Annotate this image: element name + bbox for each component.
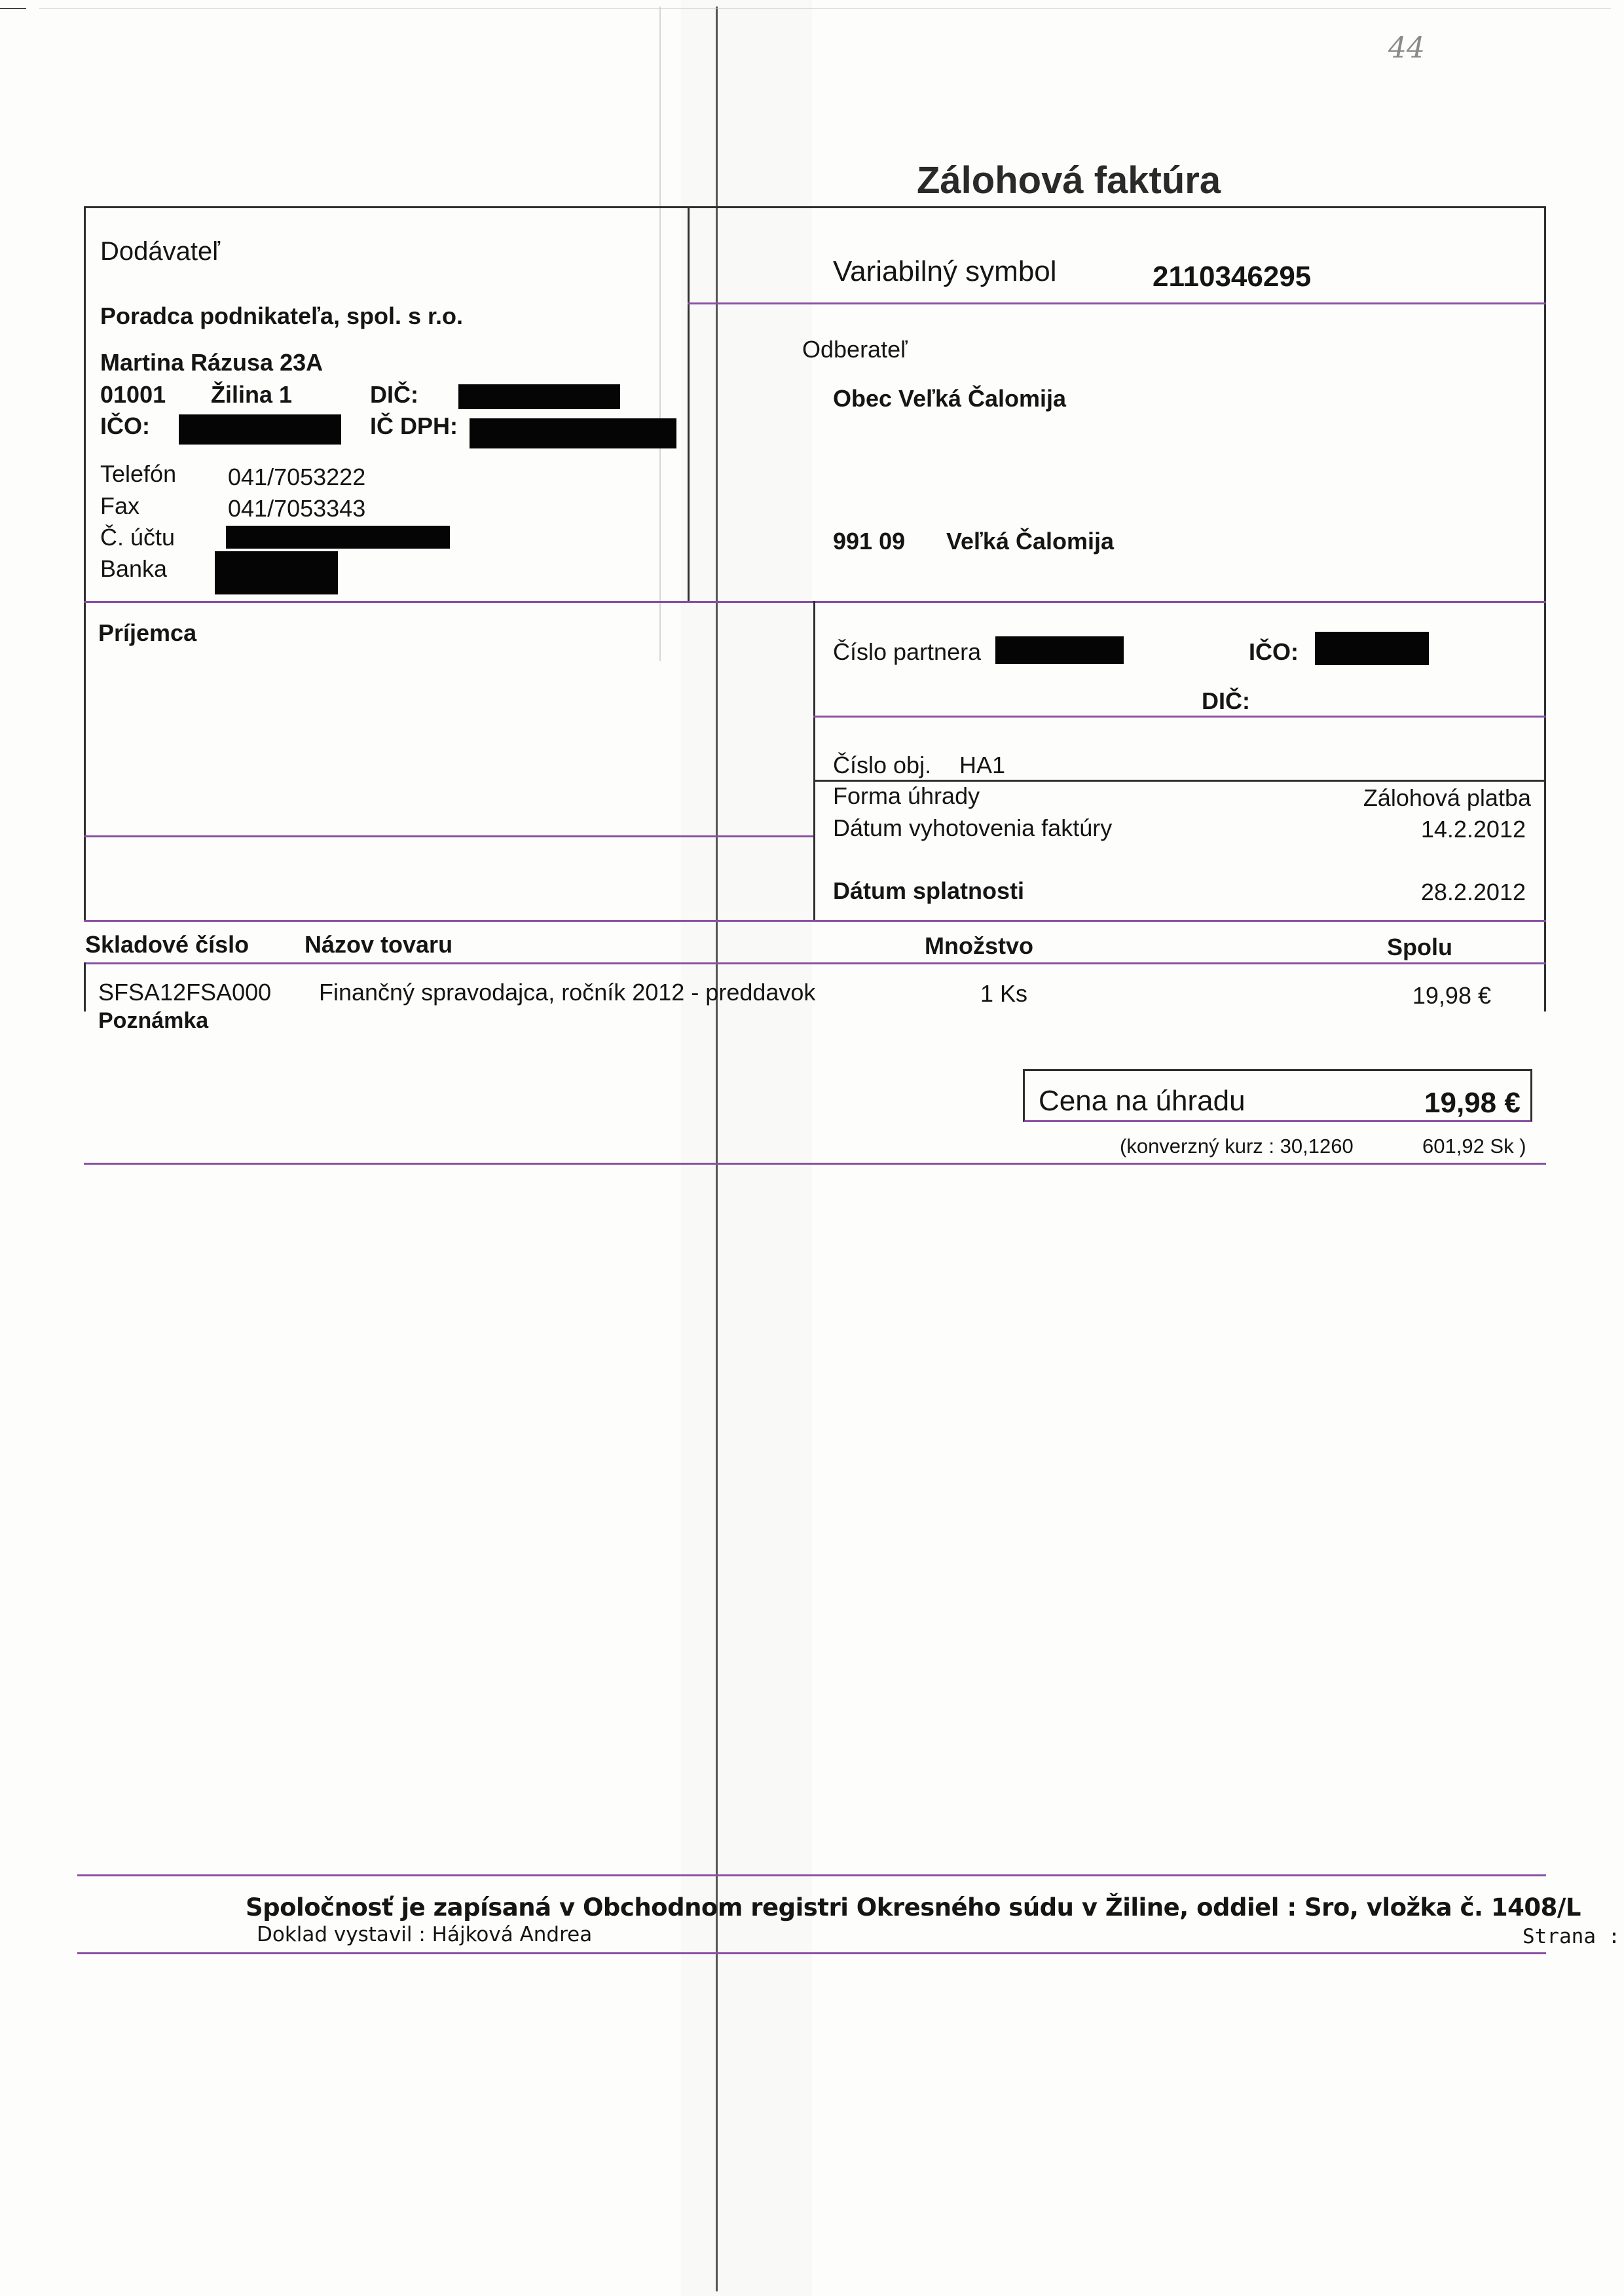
frame-top (84, 206, 1546, 208)
redacted-icdph (470, 418, 676, 448)
supplier-heading: Dodávateľ (100, 237, 220, 266)
footer-page-label: Strana : (1522, 1925, 1621, 1948)
total-value: 19,98 € (1424, 1087, 1521, 1119)
phone-label: Telefón (100, 460, 177, 487)
redacted-ico (179, 414, 341, 445)
scan-top-edge (0, 8, 26, 9)
order-no-value: HA1 (959, 752, 1006, 778)
scan-top-edge-right (39, 8, 1611, 9)
issue-date-value: 14.2.2012 (1420, 816, 1526, 843)
page-mark: 44 (1388, 31, 1425, 65)
frame-partner-left (813, 601, 815, 922)
due-date-value: 28.2.2012 (1420, 879, 1526, 905)
frame-varsym-bottom (688, 302, 1546, 304)
bank-label: Banka (100, 555, 168, 582)
frame-partner-bottom (813, 716, 1546, 718)
item-total: 19,98 € (1412, 982, 1491, 1009)
scan-fold-shadow (681, 0, 812, 2296)
footer-registry: Spoločnosť je zapísaná v Obchodnom registri Okresného súdu v Žiline, oddiel : Sro, vložka č. 1408/L (246, 1893, 1581, 1922)
supplier-city: Žilina 1 (211, 381, 293, 408)
frame-table-left (84, 962, 86, 1011)
conversion-rate: (konverzný kurz : 30,1260 (1120, 1135, 1354, 1157)
col-header-sku: Skladové číslo (85, 931, 249, 958)
supplier-dic-label: DIČ: (370, 381, 418, 408)
customer-postcode: 991 09 (833, 528, 906, 555)
frame-right (1544, 206, 1546, 1011)
partner-label: Číslo partnera (833, 638, 982, 665)
issue-date-label: Dátum vyhotovenia faktúry (833, 814, 1113, 841)
scan-fold-line (716, 7, 718, 2291)
fax-label: Fax (100, 492, 140, 519)
supplier-street: Martina Rázusa 23A (100, 349, 323, 376)
supplier-ico-label: IČO: (100, 412, 150, 439)
frame-supplier-right (688, 206, 690, 602)
customer-city: Veľká Čalomija (946, 528, 1115, 555)
variable-symbol-value: 2110346295 (1153, 261, 1312, 293)
phone-value: 041/7053222 (228, 464, 366, 490)
redacted-dic (458, 384, 620, 409)
frame-order-bottom (813, 780, 1546, 782)
col-header-name: Názov tovaru (304, 931, 453, 958)
item-name: Finančný spravodajca, ročník 2012 - preddavok (319, 979, 816, 1006)
supplier-icdph-label: IČ DPH: (370, 412, 458, 439)
payment-value: Zálohová platba (1363, 784, 1531, 811)
note-label: Poznámka (98, 1008, 209, 1033)
supplier-postcode: 01001 (100, 381, 166, 408)
frame-recipient-bottom (84, 835, 813, 837)
order-no-label: Číslo obj. (833, 752, 932, 778)
partner-dic-label: DIČ: (1202, 687, 1250, 714)
recipient-heading: Príjemca (98, 619, 197, 646)
col-header-total: Spolu (1387, 934, 1452, 960)
footer-issued-by: Doklad vystavil : Hájková Andrea (257, 1923, 593, 1946)
footer-top-line (77, 1874, 1546, 1876)
account-label: Č. účtu (100, 524, 175, 551)
frame-table-top (84, 920, 1546, 922)
document-title: Zálohová faktúra (917, 159, 1221, 202)
frame-left (84, 206, 86, 920)
redacted-account (226, 526, 450, 549)
total-sk-value: 601,92 Sk ) (1422, 1135, 1526, 1157)
fax-value: 041/7053343 (228, 495, 366, 522)
frame-table-header-bottom (84, 962, 1546, 964)
scan-fold-line-light (659, 7, 661, 661)
variable-symbol-label: Variabilný symbol (833, 255, 1057, 287)
col-header-qty: Množstvo (925, 932, 1033, 959)
redacted-bank (215, 551, 338, 594)
item-qty: 1 Ks (980, 980, 1028, 1007)
redacted-partner (995, 636, 1124, 664)
partner-ico-label: IČO: (1249, 638, 1299, 665)
footer-bottom-line (77, 1952, 1546, 1954)
customer-heading: Odberateľ (802, 336, 908, 363)
customer-name: Obec Veľká Čalomija (833, 385, 1067, 412)
frame-after-total (84, 1163, 1546, 1165)
supplier-name: Poradca podnikateľa, spol. s r.o. (100, 302, 464, 329)
total-label: Cena na úhradu (1039, 1085, 1246, 1117)
item-sku: SFSA12FSA000 (98, 979, 272, 1006)
payment-label: Forma úhrady (833, 782, 980, 809)
redacted-partner-ico (1315, 632, 1429, 665)
due-date-label: Dátum splatnosti (833, 877, 1025, 904)
